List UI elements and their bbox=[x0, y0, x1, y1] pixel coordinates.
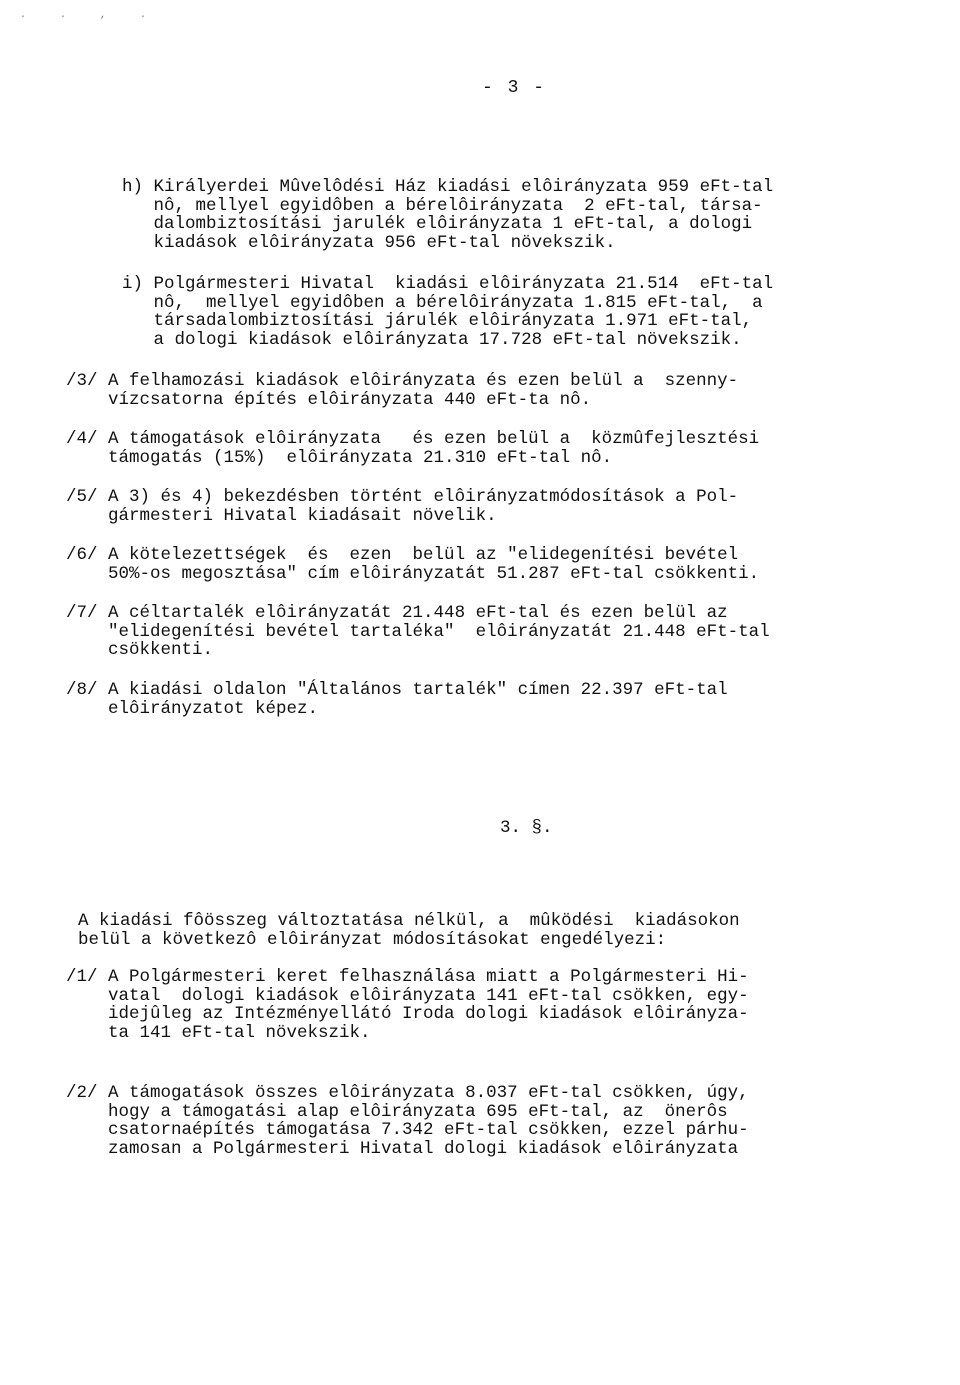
text-line: ta 141 eFt-tal növekszik. bbox=[66, 1022, 371, 1043]
text-line: /8/ A kiadási oldalon "Általános tartalék" címen 22.397 eFt-tal bbox=[66, 680, 728, 700]
text-line: elôirányzatot képez. bbox=[66, 698, 319, 719]
section-intro bbox=[78, 912, 740, 949]
text-line: /4/ A támogatások elôirányzata és ezen belül a közmûfejlesztési bbox=[66, 429, 760, 449]
page-number: - 3 - bbox=[482, 78, 547, 98]
paragraph-6 bbox=[66, 546, 759, 583]
text-line: /5/ A 3) és 4) bekezdésben történt elôirányzatmódosítások a Pol- bbox=[66, 487, 739, 507]
text-line: idejûleg az Intézményellátó Iroda dologi kiadások elôirányza- bbox=[66, 1004, 749, 1024]
text-line: nô, mellyel egyidôben a bérelôirányzata 2 eFt-tal, társa- bbox=[122, 195, 763, 216]
paragraph-3 bbox=[66, 372, 738, 409]
text-line: hogy a támogatási alap elôirányzata 695 eFt-tal, az önerôs bbox=[66, 1101, 728, 1122]
paragraph-8 bbox=[66, 681, 728, 718]
text-line: a dologi kiadások elôirányzata 17.728 eFt-tal növekszik. bbox=[122, 329, 742, 350]
scan-specks: . . , . bbox=[20, 10, 161, 21]
paragraph-i bbox=[122, 275, 773, 349]
paragraph-2b bbox=[66, 1084, 749, 1158]
text-line: i) Polgármesteri Hivatal kiadási elôirányzata 21.514 eFt-tal bbox=[122, 274, 774, 294]
paragraph-5 bbox=[66, 488, 738, 525]
text-line: zamosan a Polgármesteri Hivatal dologi kiadások elôirányzata bbox=[66, 1138, 739, 1159]
text-line: A kiadási fôösszeg változtatása nélkül, a mûködési kiadásokon bbox=[78, 911, 740, 931]
text-line: vízcsatorna építés elôirányzata 440 eFt-ta nô. bbox=[66, 389, 592, 410]
text-line: /6/ A kötelezettségek és ezen belül az "elidegenítési bevétel bbox=[66, 545, 739, 565]
text-line: belül a következô elôirányzat módosításokat engedélyezi: bbox=[78, 929, 667, 950]
text-line: kiadások elôirányzata 956 eFt-tal növekszik. bbox=[122, 232, 616, 253]
text-line: h) Királyerdei Mûvelôdési Ház kiadási elôirányzata 959 eFt-tal bbox=[122, 177, 774, 197]
text-line: /3/ A felhamozási kiadások elôirányzata és ezen belül a szenny- bbox=[66, 371, 739, 391]
text-line: nô, mellyel egyidôben a bérelôirányzata 1.815 eFt-tal, a bbox=[122, 292, 763, 313]
text-line: támogatás (15%) elôirányzata 21.310 eFt-tal nô. bbox=[66, 447, 613, 468]
section-title: 3. §. bbox=[500, 818, 553, 838]
text-line: vatal dologi kiadások elôirányzata 141 eFt-tal csökken, egy- bbox=[66, 985, 749, 1006]
text-line: /1/ A Polgármesteri keret felhasználása miatt a Polgármesteri Hi- bbox=[66, 967, 749, 987]
text-line: csökkenti. bbox=[66, 640, 214, 660]
paragraph-h bbox=[122, 178, 773, 252]
text-line: társadalombiztosítási járulék elôirányzata 1.971 eFt-tal, bbox=[122, 311, 753, 331]
text-line: csatornaépítés támogatása 7.342 eFt-tal csökken, ezzel párhu- bbox=[66, 1120, 749, 1140]
paragraph-4 bbox=[66, 430, 759, 467]
text-line: /2/ A támogatások összes elôirányzata 8.037 eFt-tal csökken, úgy, bbox=[66, 1083, 749, 1103]
paragraph-7 bbox=[66, 604, 770, 660]
paragraph-1b bbox=[66, 968, 749, 1042]
text-line: "elidegenítési bevétel tartaléka" elôirányzatát 21.448 eFt-tal bbox=[66, 621, 770, 642]
text-line: 50%-os megosztása" cím elôirányzatát 51.287 eFt-tal csökkenti. bbox=[66, 563, 760, 584]
text-line: gármesteri Hivatal kiadásait növelik. bbox=[66, 505, 497, 526]
text-line: /7/ A céltartalék elôirányzatát 21.448 eFt-tal és ezen belül az bbox=[66, 603, 728, 623]
text-line: dalombiztosítási jarulék elôirányzata 1 eFt-tal, a dologi bbox=[122, 214, 753, 234]
